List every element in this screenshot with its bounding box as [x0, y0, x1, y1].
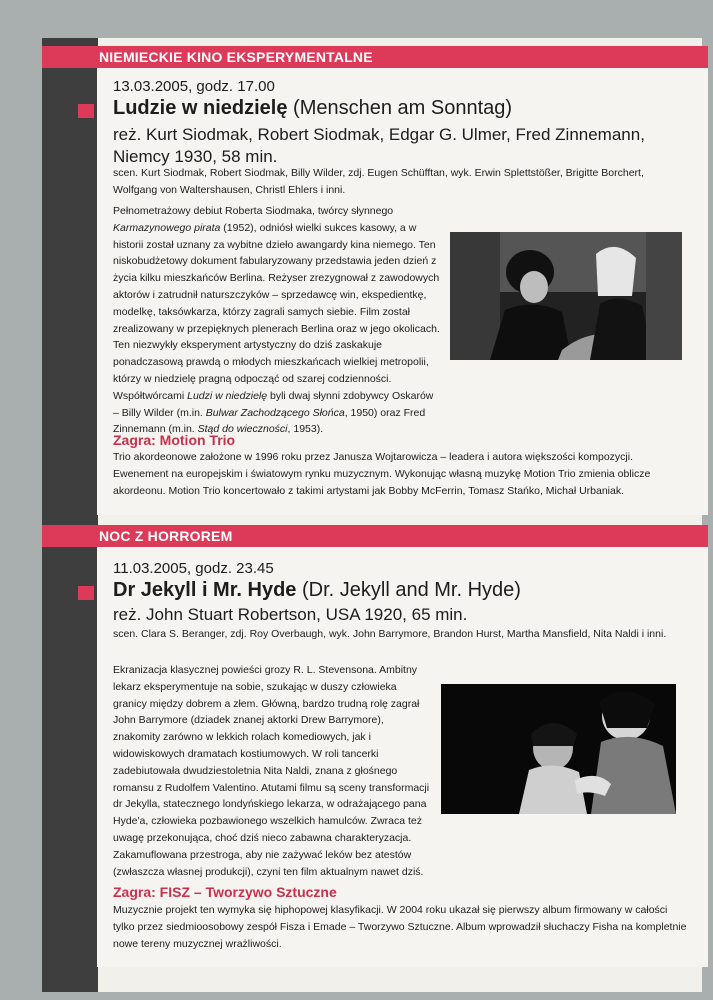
section-heading: NIEMIECKIE KINO EKSPERYMENTALNE: [99, 49, 373, 65]
film-director: reż. John Stuart Robertson, USA 1920, 65 min.: [113, 605, 468, 624]
film-still-image: [441, 684, 676, 814]
film-still-photo: [441, 684, 676, 814]
film-credits: scen. Kurt Siodmak, Robert Siodmak, Billy Wilder, zdj. Eugen Schüfftan, wyk. Erwin Splettstößer, Brigitte Borchert, Wolfgang von Waltershausen, Christl Ehlers i inni.: [113, 167, 644, 196]
section-heading-bar: [42, 46, 708, 68]
screening-date: 11.03.2005, godz. 23.45: [113, 560, 274, 577]
film-description: Ekranizacja klasycznej powieści grozy R. L. Stevensona. Ambitny lekarz eksperymentuje na sobie, szukając w duszy człowieka granicy między dobrem a złem. Główną, bardzo trudną rolę zagrał John Barrymore (dziadek znanej aktorki Drew Barrymore), znakomity zarówno w lekkich rolach komediowych, jak i widowiskowych dramatach kostiumowych. W roli tancerki zadebiutowała dwudziestoletnia Nita Naldi, znana z głośnego romansu z Rudolfem Valentino. Atutami filmu są sceny transformacji dr Jekylla, statecznego londyńskiego lekarza, w odrażającego pana Hyde'a, człowieka pozbawionego wszelkich hamulców. Zwraca też uwagę przekonująca, choć dziś nieco zabawna charakteryzacja. Zakamuflowana przestroga, aby nie zażywać leków bez atestów (zwłaszcza własnej produkcji), czyni ten film aktualnym nawet dziś.: [113, 664, 430, 878]
music-description: Trio akordeonowe założone w 1996 roku przez Janusza Wojtarowicza – leadera i autora większości kompozycji. Ewenement na europejskim i światowym rynku muzycznym. Wykonując własną muzykę Motion Trio zmienia oblicze akordeonu. Motion Trio koncertowało z takimi artystami jak Bobby McFerrin, Tomasz Stańko, Michał Urbaniak.: [113, 451, 651, 497]
film-director: reż. Kurt Siodmak, Robert Siodmak, Edgar G. Ulmer, Fred Zinnemann, Niemcy 1930, 58 min.: [113, 125, 645, 166]
music-heading: Zagra: FISZ – Tworzywo Sztuczne: [113, 884, 337, 900]
film-credits: scen. Clara S. Beranger, zdj. Roy Overbaugh, wyk. John Barrymore, Brandon Hurst, Martha Mansfield, Nita Naldi i inni.: [113, 628, 667, 640]
film-title-polish: Ludzie w niedzielę: [113, 97, 288, 119]
screening-date: 13.03.2005, godz. 17.00: [113, 78, 275, 95]
title-marker: [78, 104, 94, 118]
film-description: Pełnometrażowy debiut Roberta Siodmaka, twórcy słynnego Karmazynowego pirata (1952), odniósł wielki sukces kasowy, a w historii został uznany za wybitne dzieło awangardy kina niemego. Ten niskobudżetowy dokument fabularyzowany przedstawia jeden dzień z życia kilku mieszkańców Berlina. Reżyser zrezygnował z zawodowych aktorów i zatrudnił naturszczyków – sprzedawcę win, ekspedientkę, modelkę, taksówkarza, którzy zagrali samych siebie. Film został zrealizowany w przepięknych plenerach Berlina oraz w jego okolicach. Ten niezwykły eksperyment artystyczny do dziś zaskakuje ponadczasową prawdą o młodych mieszkańcach wielkiej metropolii, którzy w niedzielę pragną odpocząć od szarej codzienności. Współtwórcami Ludzi w niedzielę byli dwaj słynni zdobywcy Oskarów – Billy Wilder (m.in. Bulwar Zachodzącego Słońca, 1950) oraz Fred Zinnemann (m.in. Stąd do wieczności, 1953).: [113, 205, 440, 436]
film-title-original: (Menschen am Sonntag): [293, 97, 513, 119]
title-marker: [78, 586, 94, 600]
film-still-photo: [450, 232, 682, 360]
music-heading: Zagra: Motion Trio: [113, 432, 236, 448]
film-title-polish: Dr Jekyll i Mr. Hyde: [113, 579, 297, 601]
film-still-image: [450, 232, 682, 360]
section-heading: NOC Z HORROREM: [99, 528, 233, 544]
section-heading-bar: [42, 525, 708, 547]
film-title-original: (Dr. Jekyll and Mr. Hyde): [301, 579, 521, 601]
film-title: [113, 97, 512, 120]
music-description: Muzycznie projekt ten wymyka się hiphopowej klasyfikacji. W 2004 roku ukazał się pierwszy album firmowany w całości tylko przez siedmioosobowy zespół Fisza i Emade – Tworzywo Sztuczne. Album wprowadził słuchaczy Fisha na kompletnie nowe tereny muzycznej wrażliwości.: [113, 904, 687, 950]
film-title: [113, 579, 521, 602]
page-spine: [42, 38, 98, 992]
